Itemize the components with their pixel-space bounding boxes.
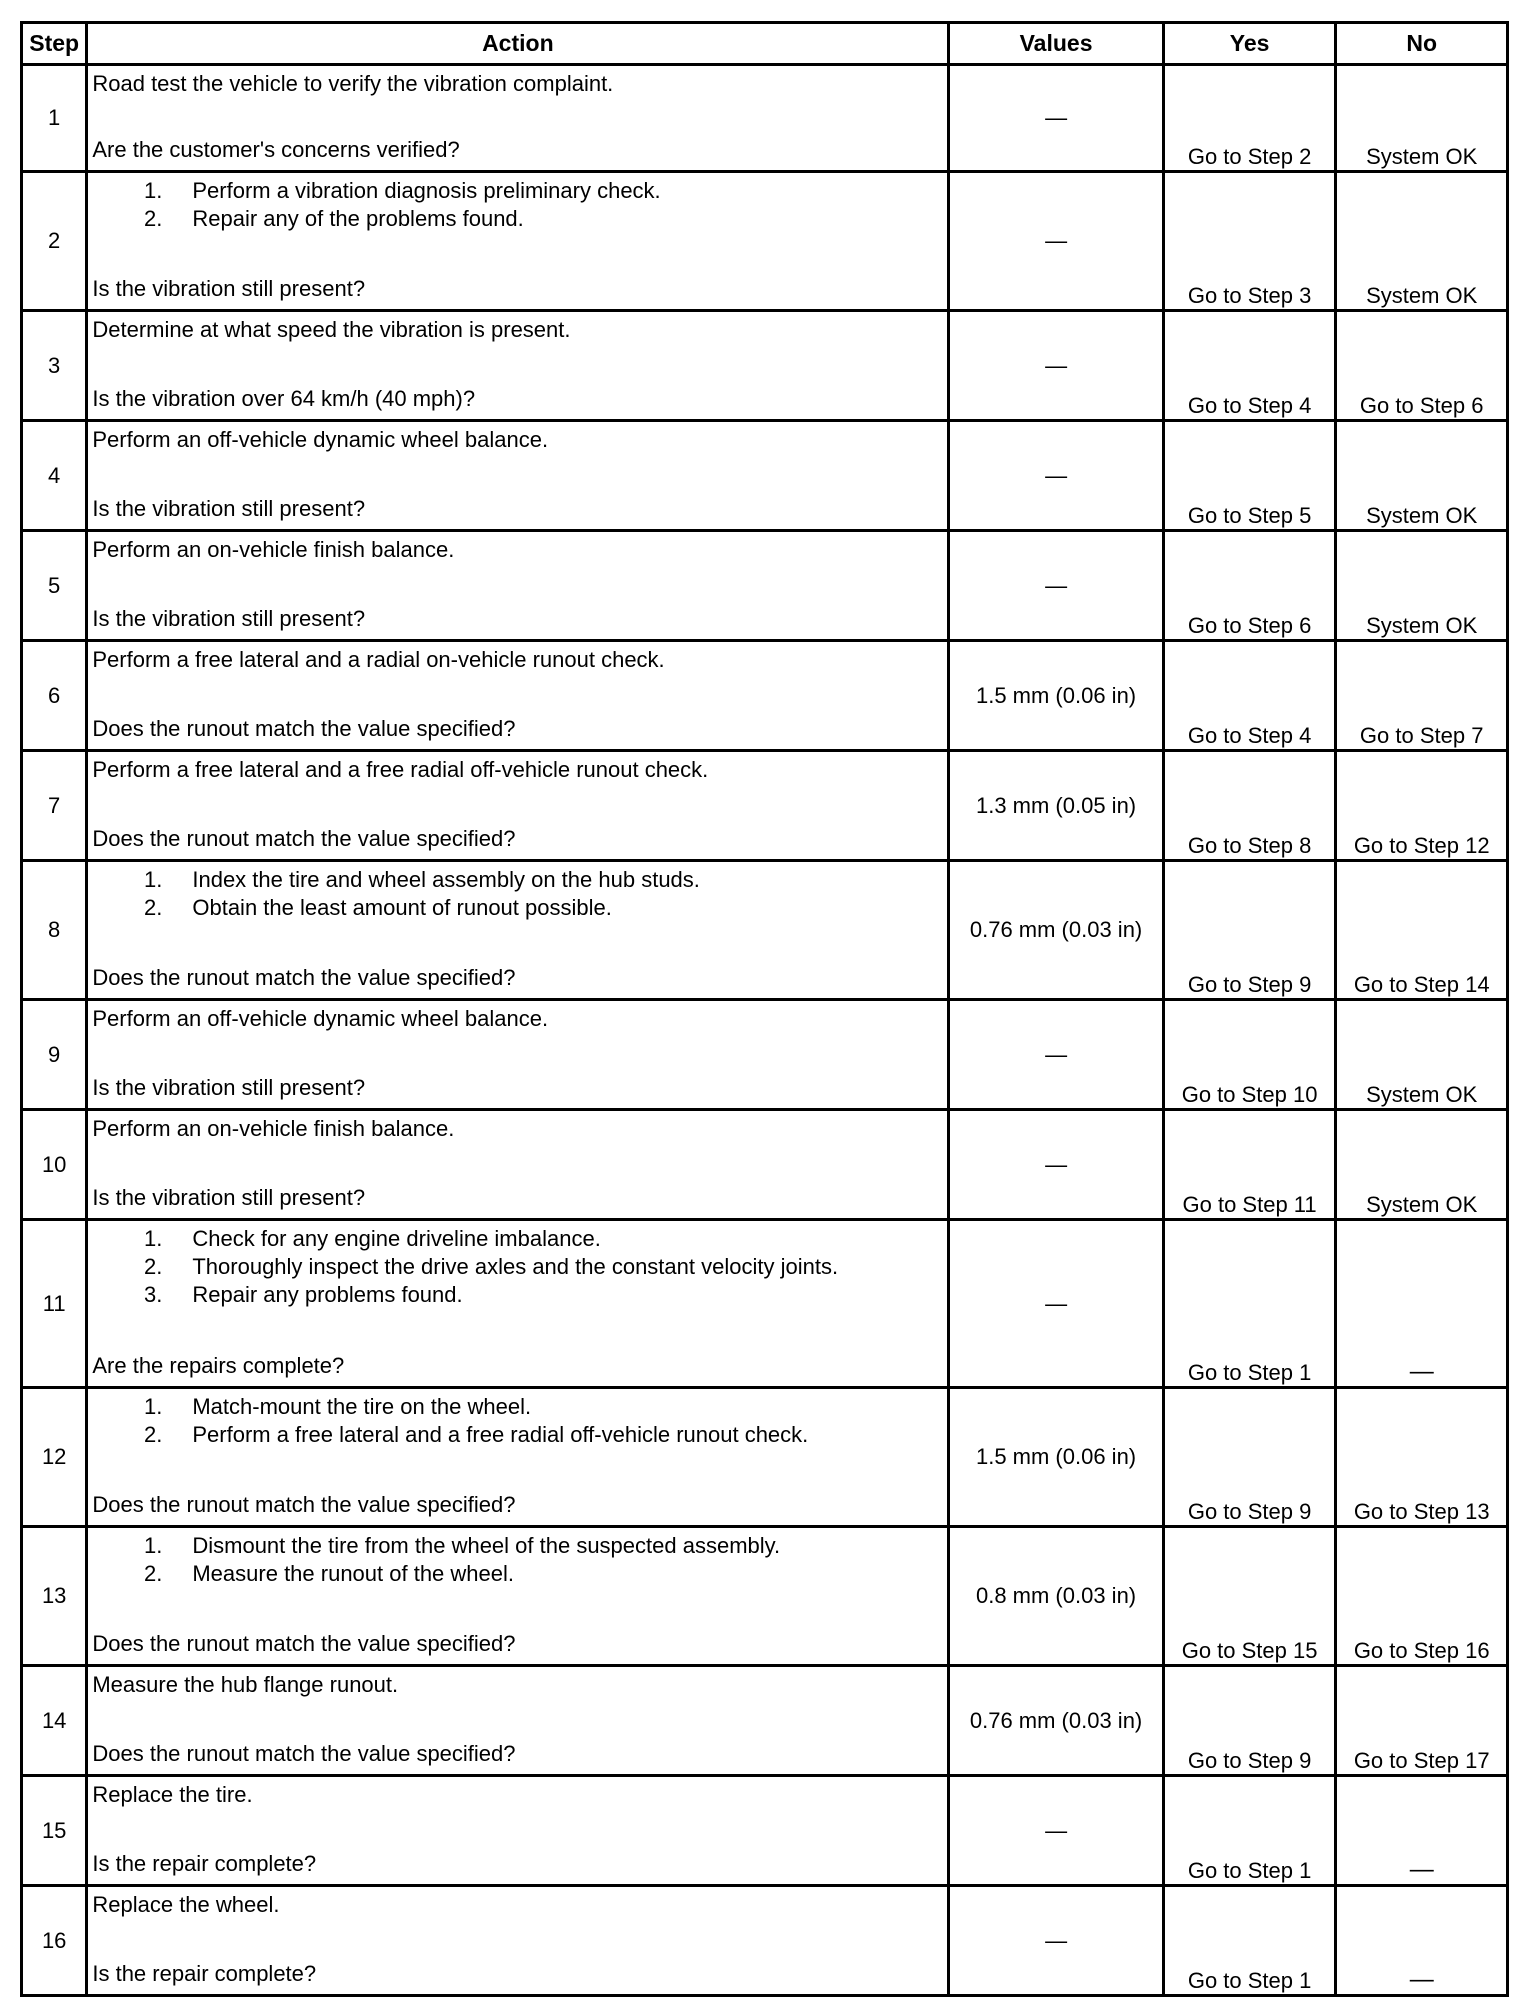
table-row [22, 311, 1508, 421]
step-number: 14 [22, 1666, 87, 1776]
table-row [22, 531, 1508, 641]
step-number: 8 [22, 861, 87, 1000]
spec-value: 1.5 mm (0.06 in) [949, 1388, 1163, 1527]
table-row [22, 641, 1508, 751]
yes-outcome: Go to Step 11 [1163, 1110, 1336, 1220]
action-instructions [88, 1777, 947, 1809]
step-number: 1 [22, 65, 87, 172]
no-outcome: Go to Step 13 [1336, 1388, 1508, 1527]
action-question: Does the runout match the value specified? [92, 826, 516, 851]
no-outcome: — [1336, 1776, 1508, 1886]
yes-outcome: Go to Step 9 [1163, 1666, 1336, 1776]
no-outcome: System OK [1336, 65, 1508, 172]
yes-outcome: Go to Step 1 [1163, 1886, 1336, 1996]
action-question: Are the customer's concerns verified? [92, 137, 460, 162]
action-step-text: Check for any engine driveline imbalance. [192, 1226, 601, 1251]
action-cell [87, 1220, 949, 1388]
action-content [88, 1111, 947, 1218]
action-step-item [92, 205, 943, 233]
action-steps-list [92, 1225, 943, 1309]
action-cell [87, 65, 949, 172]
yes-outcome: Go to Step 2 [1163, 65, 1336, 172]
action-step-item [92, 1253, 943, 1281]
no-outcome: System OK [1336, 1000, 1508, 1110]
action-instructions [88, 532, 947, 564]
spec-value: — [949, 1110, 1163, 1220]
yes-outcome: Go to Step 9 [1163, 1388, 1336, 1527]
action-instruction-text: Perform a free lateral and a free radial off-vehicle runout check. [92, 757, 709, 782]
header-no: No [1336, 23, 1508, 65]
action-step-text: Repair any problems found. [192, 1282, 463, 1307]
action-instruction-text: Measure the hub flange runout. [92, 1672, 399, 1697]
spec-value: — [949, 172, 1163, 311]
action-question: Is the vibration still present? [92, 606, 366, 631]
table-row [22, 861, 1508, 1000]
step-number: 11 [22, 1220, 87, 1388]
step-number: 9 [22, 1000, 87, 1110]
action-step-item [92, 177, 943, 205]
table-row [22, 1886, 1508, 1996]
action-question: Does the runout match the value specified? [92, 1631, 516, 1656]
yes-outcome: Go to Step 4 [1163, 641, 1336, 751]
action-content [88, 752, 947, 859]
action-step-number: 1. [144, 1394, 163, 1419]
action-instructions [88, 422, 947, 454]
action-step-number: 1. [144, 1533, 163, 1558]
header-yes: Yes [1163, 23, 1336, 65]
header-values: Values [949, 23, 1163, 65]
spec-value: — [949, 1220, 1163, 1388]
no-outcome: Go to Step 14 [1336, 861, 1508, 1000]
table-row [22, 421, 1508, 531]
spec-value: — [949, 1000, 1163, 1110]
action-question: Is the vibration still present? [92, 1075, 366, 1100]
action-step-text: Index the tire and wheel assembly on the hub studs. [192, 867, 700, 892]
action-step-number: 1. [144, 178, 163, 203]
no-outcome: System OK [1336, 421, 1508, 531]
step-number: 12 [22, 1388, 87, 1527]
no-outcome: Go to Step 17 [1336, 1666, 1508, 1776]
action-instructions [88, 1389, 947, 1449]
table-row [22, 1000, 1508, 1110]
action-content [88, 862, 947, 998]
table-row [22, 1776, 1508, 1886]
action-content [88, 312, 947, 419]
action-instruction-text: Replace the wheel. [92, 1892, 280, 1917]
table-row [22, 1666, 1508, 1776]
action-instructions [88, 862, 947, 922]
action-question: Does the runout match the value specified? [92, 1741, 516, 1766]
action-question: Is the vibration still present? [92, 1185, 366, 1210]
action-step-number: 2. [144, 895, 163, 920]
action-instruction-text: Perform an on-vehicle finish balance. [92, 1116, 455, 1141]
action-step-item [92, 866, 943, 894]
action-content [88, 422, 947, 529]
action-content [88, 1221, 947, 1386]
header-action: Action [87, 23, 949, 65]
action-instructions [88, 66, 947, 98]
step-number: 16 [22, 1886, 87, 1996]
step-number: 7 [22, 751, 87, 861]
no-outcome: System OK [1336, 172, 1508, 311]
spec-value: — [949, 311, 1163, 421]
action-steps-list [92, 1532, 943, 1588]
yes-outcome: Go to Step 8 [1163, 751, 1336, 861]
action-step-number: 1. [144, 1226, 163, 1251]
action-question: Is the vibration over 64 km/h (40 mph)? [92, 386, 476, 411]
action-content [88, 642, 947, 749]
action-step-number: 2. [144, 206, 163, 231]
action-instructions [88, 1111, 947, 1143]
action-question: Does the runout match the value specified? [92, 716, 516, 741]
action-step-text: Measure the runout of the wheel. [192, 1561, 515, 1586]
action-step-text: Thoroughly inspect the drive axles and the constant velocity joints. [192, 1254, 839, 1279]
action-instructions [88, 1667, 947, 1699]
spec-value: 0.76 mm (0.03 in) [949, 1666, 1163, 1776]
action-content [88, 1887, 947, 1994]
table-row [22, 172, 1508, 311]
action-instructions [88, 1887, 947, 1919]
action-instruction-text: Perform an off-vehicle dynamic wheel balance. [92, 427, 549, 452]
no-outcome: Go to Step 12 [1336, 751, 1508, 861]
spec-value: 0.8 mm (0.03 in) [949, 1527, 1163, 1666]
no-outcome: — [1336, 1220, 1508, 1388]
yes-outcome: Go to Step 4 [1163, 311, 1336, 421]
action-cell [87, 1776, 949, 1886]
spec-value: — [949, 531, 1163, 641]
action-question: Are the repairs complete? [92, 1353, 345, 1378]
action-step-item [92, 1560, 943, 1588]
action-instructions [88, 312, 947, 344]
action-instructions [88, 173, 947, 233]
action-instructions [88, 752, 947, 784]
action-content [88, 1528, 947, 1664]
no-outcome: Go to Step 16 [1336, 1527, 1508, 1666]
action-cell [87, 1666, 949, 1776]
action-content [88, 66, 947, 170]
action-steps-list [92, 177, 943, 233]
action-question: Does the runout match the value specified? [92, 1492, 516, 1517]
table-row [22, 1388, 1508, 1527]
action-step-item [92, 1532, 943, 1560]
action-question: Is the repair complete? [92, 1961, 317, 1986]
action-step-text: Obtain the least amount of runout possible. [192, 895, 612, 920]
action-instruction-text: Perform a free lateral and a radial on-vehicle runout check. [92, 647, 665, 672]
action-instruction-text: Perform an off-vehicle dynamic wheel balance. [92, 1006, 549, 1031]
action-instruction-text: Perform an on-vehicle finish balance. [92, 537, 455, 562]
action-cell [87, 861, 949, 1000]
spec-value: 0.76 mm (0.03 in) [949, 861, 1163, 1000]
spec-value: 1.5 mm (0.06 in) [949, 641, 1163, 751]
action-step-item [92, 1421, 943, 1449]
action-steps-list [92, 866, 943, 922]
step-number: 3 [22, 311, 87, 421]
no-outcome: System OK [1336, 531, 1508, 641]
action-step-item [92, 1281, 943, 1309]
step-number: 10 [22, 1110, 87, 1220]
yes-outcome: Go to Step 9 [1163, 861, 1336, 1000]
step-number: 2 [22, 172, 87, 311]
no-outcome: System OK [1336, 1110, 1508, 1220]
diagnostic-table [20, 21, 1509, 1997]
header-row [22, 23, 1508, 65]
action-step-item [92, 1225, 943, 1253]
action-cell [87, 641, 949, 751]
step-number: 5 [22, 531, 87, 641]
action-content [88, 532, 947, 639]
step-number: 6 [22, 641, 87, 751]
step-number: 13 [22, 1527, 87, 1666]
action-step-number: 2. [144, 1561, 163, 1586]
action-question: Is the vibration still present? [92, 496, 366, 521]
action-instructions [88, 1221, 947, 1309]
action-step-number: 3. [144, 1282, 163, 1307]
action-step-text: Perform a vibration diagnosis preliminary check. [192, 178, 661, 203]
action-step-number: 2. [144, 1254, 163, 1279]
yes-outcome: Go to Step 5 [1163, 421, 1336, 531]
step-number: 15 [22, 1776, 87, 1886]
step-number: 4 [22, 421, 87, 531]
action-cell [87, 1110, 949, 1220]
spec-value: — [949, 1886, 1163, 1996]
action-question: Does the runout match the value specified? [92, 965, 516, 990]
action-question: Is the repair complete? [92, 1851, 317, 1876]
no-outcome: Go to Step 7 [1336, 641, 1508, 751]
action-content [88, 1667, 947, 1774]
action-step-number: 1. [144, 867, 163, 892]
action-cell [87, 1000, 949, 1110]
table-row [22, 65, 1508, 172]
yes-outcome: Go to Step 1 [1163, 1220, 1336, 1388]
table-row [22, 1220, 1508, 1388]
yes-outcome: Go to Step 10 [1163, 1000, 1336, 1110]
header-step: Step [22, 23, 87, 65]
action-cell [87, 1886, 949, 1996]
spec-value: — [949, 65, 1163, 172]
action-instructions [88, 1001, 947, 1033]
action-instructions [88, 642, 947, 674]
action-step-item [92, 894, 943, 922]
action-cell [87, 421, 949, 531]
table-row [22, 751, 1508, 861]
action-step-text: Match-mount the tire on the wheel. [192, 1394, 532, 1419]
yes-outcome: Go to Step 15 [1163, 1527, 1336, 1666]
action-step-text: Repair any of the problems found. [192, 206, 524, 231]
action-cell [87, 531, 949, 641]
action-step-text: Dismount the tire from the wheel of the suspected assembly. [192, 1533, 781, 1558]
yes-outcome: Go to Step 6 [1163, 531, 1336, 641]
action-instructions [88, 1528, 947, 1588]
action-cell [87, 751, 949, 861]
spec-value: — [949, 1776, 1163, 1886]
action-question: Is the vibration still present? [92, 276, 366, 301]
action-content [88, 1777, 947, 1884]
table-row [22, 1527, 1508, 1666]
yes-outcome: Go to Step 3 [1163, 172, 1336, 311]
action-instruction-text: Road test the vehicle to verify the vibration complaint. [92, 71, 614, 96]
action-step-number: 2. [144, 1422, 163, 1447]
no-outcome: Go to Step 6 [1336, 311, 1508, 421]
no-outcome: — [1336, 1886, 1508, 1996]
action-instruction-text: Determine at what speed the vibration is present. [92, 317, 571, 342]
yes-outcome: Go to Step 1 [1163, 1776, 1336, 1886]
spec-value: 1.3 mm (0.05 in) [949, 751, 1163, 861]
action-content [88, 173, 947, 309]
action-step-item [92, 1393, 943, 1421]
action-content [88, 1001, 947, 1108]
action-steps-list [92, 1393, 943, 1449]
action-cell [87, 1527, 949, 1666]
table-row [22, 1110, 1508, 1220]
action-cell [87, 1388, 949, 1527]
action-content [88, 1389, 947, 1525]
action-cell [87, 311, 949, 421]
action-cell [87, 172, 949, 311]
spec-value: — [949, 421, 1163, 531]
action-instruction-text: Replace the tire. [92, 1782, 253, 1807]
action-step-text: Perform a free lateral and a free radial off-vehicle runout check. [192, 1422, 809, 1447]
